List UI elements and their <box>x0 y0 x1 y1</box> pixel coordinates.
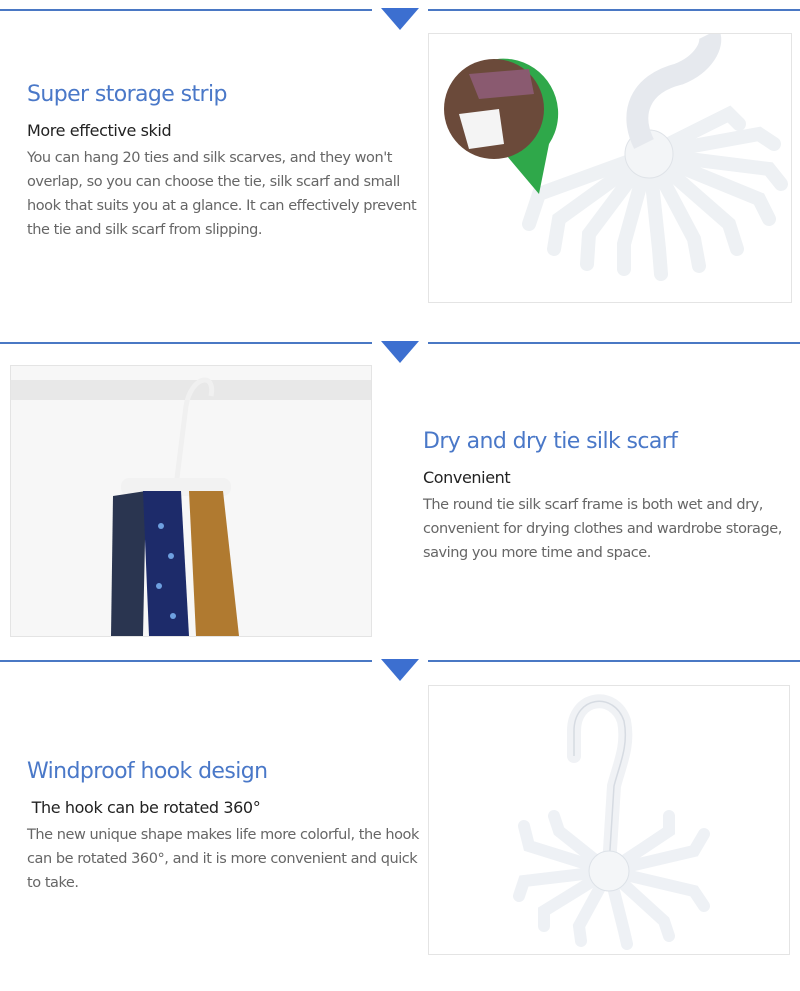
hanging-ties-image <box>10 365 372 637</box>
section-divider <box>0 333 800 357</box>
section-divider <box>0 651 800 675</box>
section-subtitle: The hook can be rotated 360° <box>27 798 261 817</box>
section-divider <box>0 0 800 24</box>
down-triangle-icon <box>381 659 419 681</box>
section-title: Dry and dry tie silk scarf <box>423 429 678 454</box>
hanger-closeup-image <box>428 33 792 303</box>
section-subtitle: Convenient <box>423 468 511 487</box>
section-body: The round tie silk scarf frame is both wet and dry, convenient for drying clothes and wardrobe storage, saving you more time and space. <box>423 497 782 561</box>
rotating-hook-image <box>428 685 790 955</box>
feature-section-2 <box>423 429 800 565</box>
section-subtitle: More effective skid <box>27 121 172 140</box>
section-title: Super storage strip <box>27 82 227 107</box>
down-triangle-icon <box>381 8 419 30</box>
feature-section-1 <box>27 82 427 242</box>
section-body: You can hang 20 ties and silk scarves, and they won't overlap, so you can choose the tie, silk scarf and small hook that suits you at a glance. It can effectively prevent the tie and silk scarf from slipping. <box>27 150 417 238</box>
feature-section-3 <box>27 759 427 895</box>
section-title: Windproof hook design <box>27 759 268 784</box>
down-triangle-icon <box>381 341 419 363</box>
section-body: The new unique shape makes life more colorful, the hook can be rotated 360°, and it is more convenient and quick to take. <box>27 827 419 891</box>
